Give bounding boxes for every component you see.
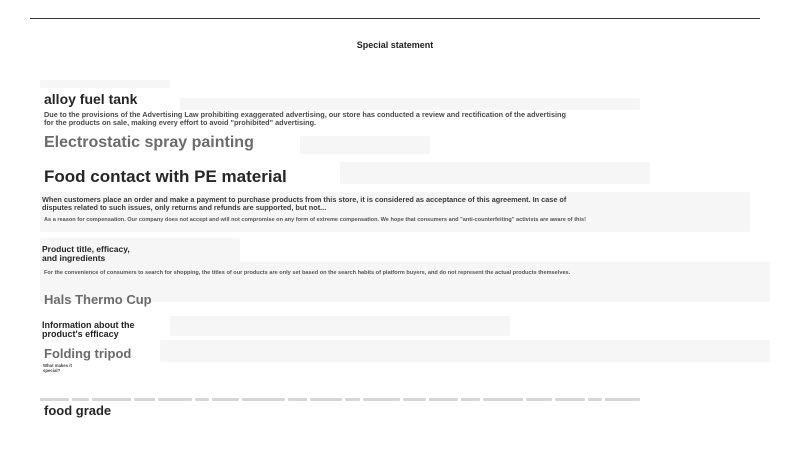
background-haze (160, 340, 770, 362)
special-statement-title: Special statement (356, 40, 434, 50)
compensation-paragraph: As a reason for compensation. Our company does not accept and will not compromise on any form of extreme compensation. We hope that consumers and "anti-counterfeiting" activists are aware of this! (44, 217, 586, 223)
heading-food-grade: food grade (44, 403, 112, 418)
heading-efficacy-information: Information about the product's efficacy (42, 320, 135, 339)
heading-hals-thermo-cup: Hals Thermo Cup (44, 292, 152, 307)
background-haze (40, 80, 170, 88)
order-agreement-paragraph: When customers place an order and make a payment to purchase products from this store, it is considered as acceptance of this agreement. In case of disputes related to such issues, only returns and refunds are supported, but not... (42, 195, 567, 213)
top-divider (30, 18, 760, 19)
search-titles-paragraph: For the convenience of consumers to search for shopping, the titles of our products are only set based on the search habits of platform buyers, and do not represent the actual products themselves. (44, 270, 571, 276)
background-haze (300, 136, 430, 154)
heading-food-contact-pe: Food contact with PE material (44, 167, 287, 186)
advertising-law-paragraph: Due to the provisions of the Advertising Law prohibiting exaggerated advertising, our store has conducted a review and rectification of the advertising for the products on sale, making every effort to avoid "prohibited" advertising. (44, 110, 566, 128)
heading-product-title-efficacy: Product title, efficacy, and ingredients (42, 244, 130, 263)
background-haze (170, 316, 510, 336)
background-haze (180, 98, 640, 110)
heading-alloy-fuel-tank: alloy fuel tank (44, 91, 138, 107)
heading-electrostatic-spray-painting: Electrostatic spray painting (44, 134, 254, 151)
faint-text-noise (40, 392, 640, 406)
heading-folding-tripod: Folding tripod (44, 346, 132, 361)
what-makes-special-note: What makes it special? (43, 363, 72, 374)
background-haze (340, 162, 650, 184)
